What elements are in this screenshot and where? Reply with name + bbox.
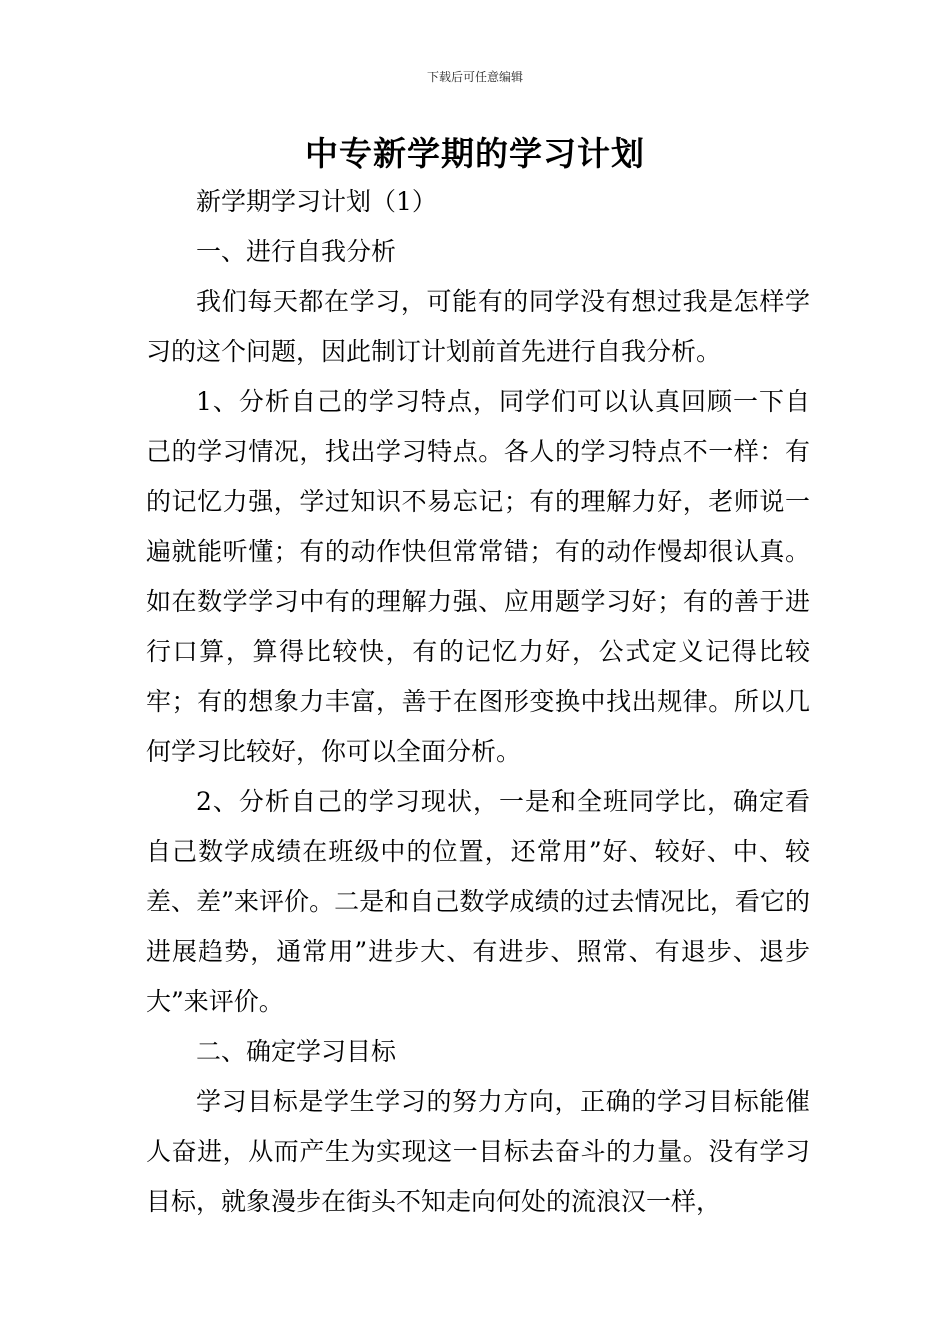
section-subtitle: 新学期学习计划（1） [196,187,437,216]
section-heading-2: 二、确定学习目标 [196,1037,397,1066]
document-title: 中专新学期的学习计划 [305,134,645,173]
paragraph-point-1: 1、分析自己的学习特点，同学们可以认真回顾一下自己的学习情况，找出学习特点。各人的学习特点不一样：有的记忆力强，学过知识不易忘记；有的理解力好，老师说一遍就能听懂；有的动作快但常常错；有的动作慢却很认真。如在数学学习中有的理解力强、应用题学习好；有的善于进行口算，算得比较快，有的记忆力好，公式定义记得比较牢；有的想象力丰富，善于在图形变换中找出规律。所以几何学习比较好，你可以全面分析。 [146,387,810,766]
header-note: 下载后可任意编辑 [426,70,523,84]
paragraph-point-2: 2、分析自己的学习现状，一是和全班同学比，确定看自己数学成绩在班级中的位置，还常用”好、较好、中、较差、差”来评价。二是和自己数学成绩的过去情况比，看它的进展趋势，通常用”进步大、有进步、照常、有退步、退步大”来评价。 [146,787,810,1016]
paragraph-goals: 学习目标是学生学习的努力方向，正确的学习目标能催人奋进，从而产生为实现这一目标去奋斗的力量。没有学习目标，就象漫步在街头不知走向何处的流浪汉一样， [146,1087,810,1216]
paragraph-intro: 我们每天都在学习，可能有的同学没有想过我是怎样学习的这个问题，因此制订计划前首先进行自我分析。 [146,287,810,366]
document-body [146,177,810,1227]
section-heading-1: 一、进行自我分析 [196,237,397,266]
